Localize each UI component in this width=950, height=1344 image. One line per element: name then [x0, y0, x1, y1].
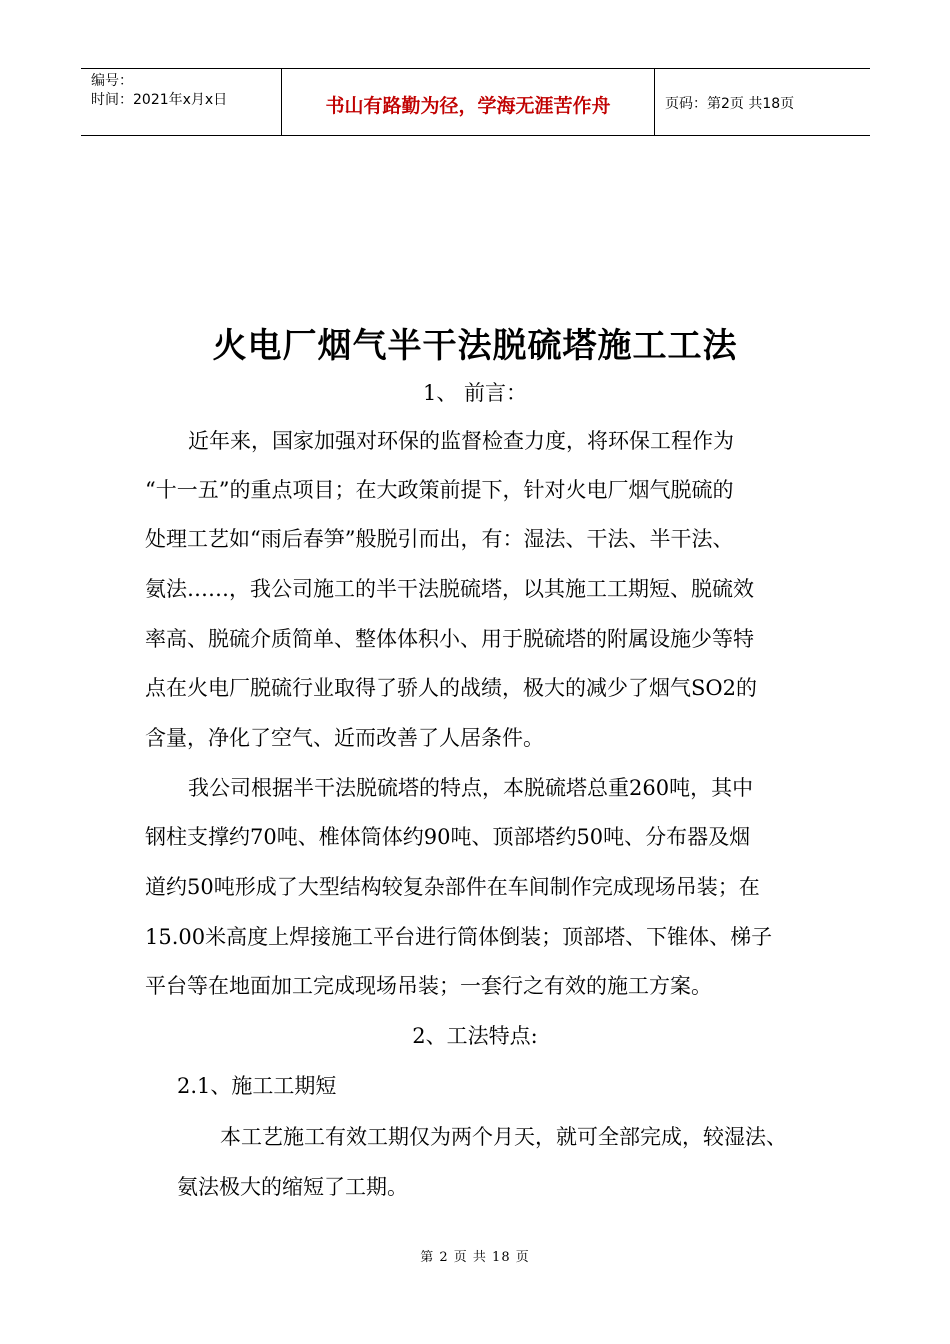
paragraph-line: 氨法极大的缩短了工期。 [177, 1175, 408, 1199]
document-title: 火电厂烟气半干法脱硫塔施工工法 [212, 326, 738, 366]
header-number-label: 编号： [91, 73, 133, 89]
paragraph-line: 近年来，国家加强对环保的监督检查力度，将环保工程作为 [188, 429, 734, 453]
paragraph-line: 15.00米高度上焊接施工平台进行筒体倒装；顶部塔、下锥体、梯子 [145, 925, 773, 949]
paragraph-line: 含量，净化了空气、近而改善了人居条件。 [145, 726, 544, 750]
paragraph-line: 道约50吨形成了大型结构较复杂部件在车间制作完成现场吊装；在 [145, 875, 760, 899]
header-motto: 书山有路勤为径，学海无涯苦作舟 [325, 94, 611, 117]
paragraph-line: “十一五”的重点项目；在大政策前提下，针对火电厂烟气脱硫的 [145, 478, 734, 502]
header-page-info: 页码：第2页 共18页 [665, 96, 795, 112]
paragraph-line: 钢柱支撑约70吨、椎体筒体约90吨、顶部塔约50吨、分布器及烟 [145, 825, 751, 849]
header-motto-cell [282, 69, 655, 135]
paragraph-line: 氨法……，我公司施工的半干法脱硫塔，以其施工工期短、脱硫效 [145, 577, 754, 601]
section2-1-heading: 2.1、施工工期短 [177, 1074, 337, 1098]
document-header [81, 68, 870, 136]
header-page-cell [655, 69, 870, 135]
header-meta [81, 69, 282, 135]
paragraph-line: 率高、脱硫介质简单、整体体积小、用于脱硫塔的附属设施少等特 [145, 627, 754, 651]
paragraph-line: 点在火电厂脱硫行业取得了骄人的战绩，极大的减少了烟气SO2的 [145, 676, 757, 700]
paragraph-line: 本工艺施工有效工期仅为两个月天，就可全部完成，较湿法、 [220, 1125, 787, 1149]
paragraph-line: 平台等在地面加工完成现场吊装；一套行之有效的施工方案。 [145, 974, 712, 998]
section1-heading: 1、 前言： [422, 381, 528, 405]
paragraph-line: 我公司根据半干法脱硫塔的特点，本脱硫塔总重260吨，其中 [188, 776, 754, 800]
paragraph-line: 处理工艺如“雨后春笋”般脱引而出，有：湿法、干法、半干法、 [145, 527, 734, 551]
section2-heading: 2、工法特点: [412, 1024, 538, 1048]
page-footer: 第 2 页 共 18 页 [420, 1250, 530, 1265]
header-date: 时间：2021年x月x日 [91, 92, 228, 108]
